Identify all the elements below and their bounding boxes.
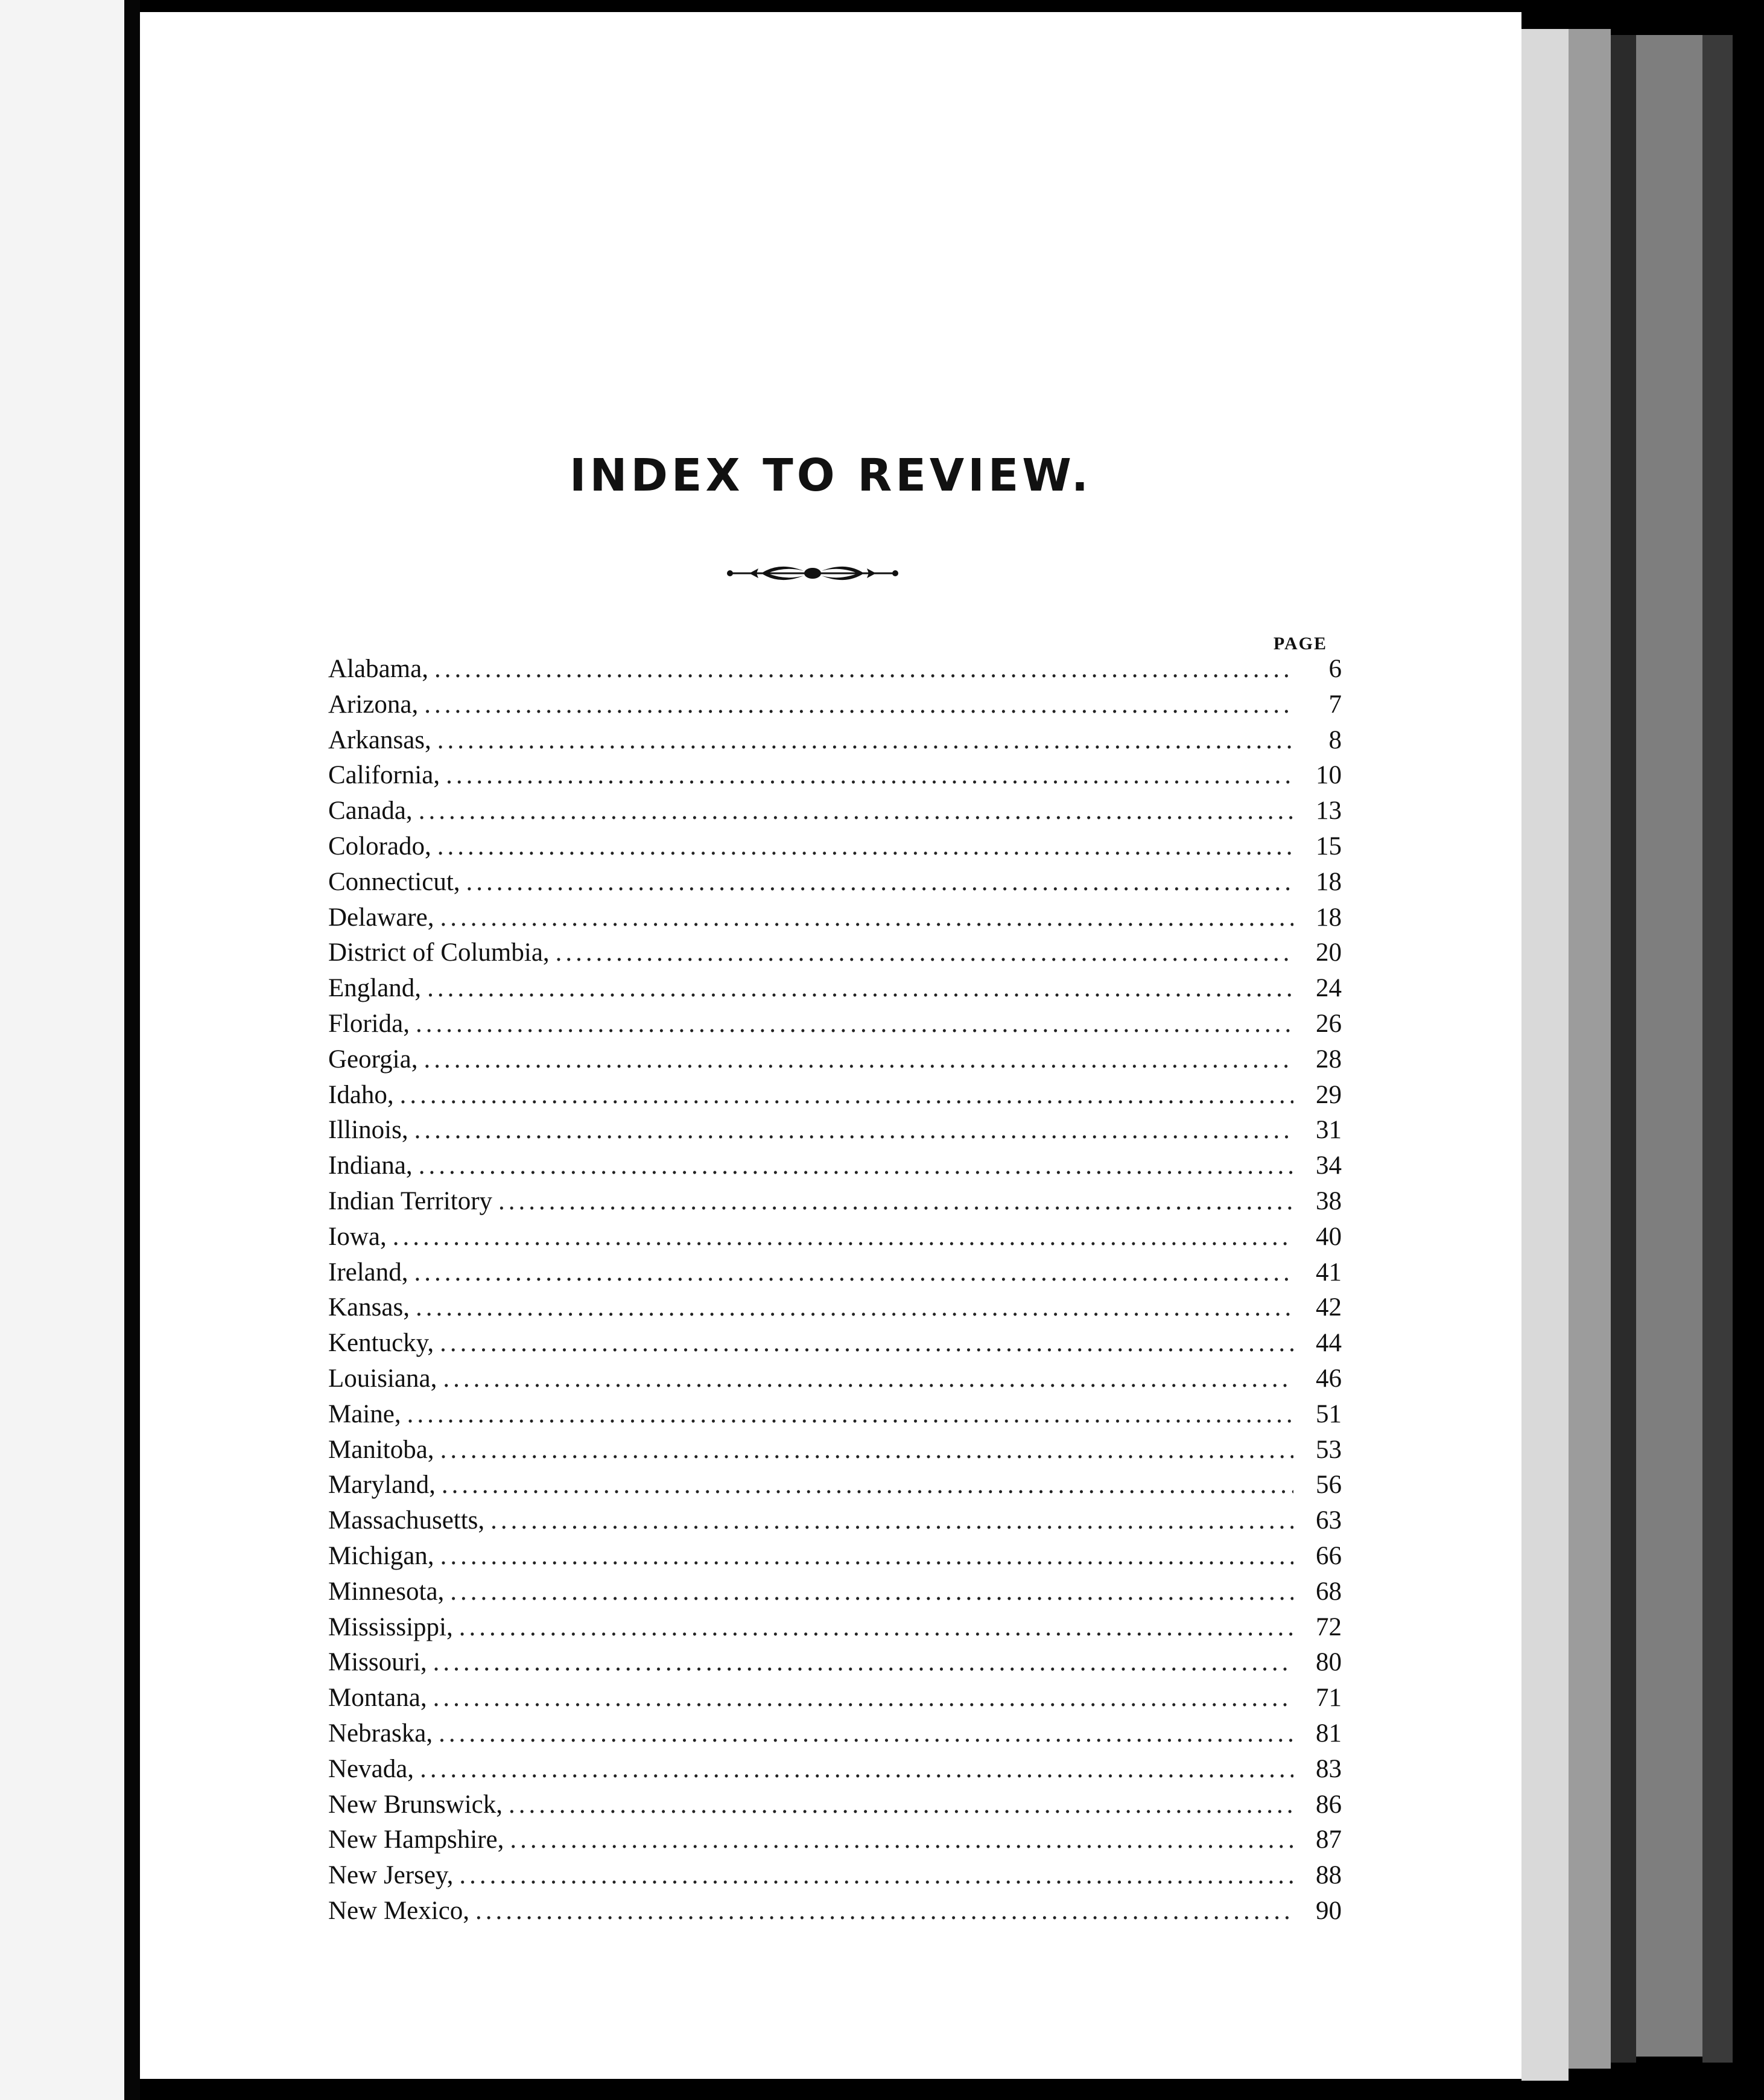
dot-leader (433, 1645, 1293, 1681)
index-entry (328, 1078, 1342, 1113)
dot-leader (440, 1433, 1293, 1468)
index-entry (328, 1220, 1342, 1255)
dot-leader (446, 758, 1293, 794)
index-entry (328, 1184, 1342, 1220)
entry-page-number: 71 (1316, 1684, 1342, 1713)
entry-name: Manitoba, (328, 1435, 434, 1464)
entry-name: Arkansas, (328, 725, 431, 754)
entry-name: New Hampshire, (328, 1825, 504, 1854)
entry-page-number: 56 (1316, 1471, 1342, 1500)
dot-leader (440, 1539, 1293, 1574)
index-entry (328, 1361, 1342, 1397)
entry-page-number: 90 (1316, 1896, 1342, 1925)
entry-page-number: 53 (1316, 1435, 1342, 1464)
index-entry (328, 1539, 1342, 1574)
entry-page-number: 7 (1328, 690, 1342, 719)
dot-leader (556, 935, 1293, 971)
index-entry (328, 652, 1342, 687)
dot-leader (414, 1255, 1293, 1291)
cover-board (1636, 35, 1702, 2057)
entry-name: Indian Territory (328, 1186, 493, 1215)
entry-page-number: 44 (1316, 1329, 1342, 1358)
index-entry (328, 794, 1342, 829)
index-entry (328, 1148, 1342, 1184)
entry-name: New Mexico, (328, 1896, 470, 1925)
index-entry (328, 1610, 1342, 1646)
dot-leader (443, 1361, 1293, 1397)
entry-page-number: 24 (1316, 974, 1342, 1003)
entry-name: Iowa, (328, 1222, 387, 1251)
entry-name: New Jersey, (328, 1861, 454, 1890)
cover-spine (1702, 35, 1733, 2063)
dot-leader (498, 1184, 1293, 1220)
page-edges (1521, 29, 1569, 2081)
entry-page-number: 13 (1316, 797, 1342, 826)
index-entry (328, 1290, 1342, 1326)
index-entry (328, 1433, 1342, 1468)
entry-page-number: 15 (1316, 832, 1342, 861)
entry-page-number: 68 (1316, 1577, 1342, 1606)
index-entry (328, 1007, 1342, 1042)
entry-name: Alabama, (328, 655, 428, 683)
dot-leader (459, 1858, 1293, 1894)
index-entry (328, 1681, 1342, 1716)
facing-page-edge (0, 0, 133, 2100)
entry-page-number: 80 (1316, 1648, 1342, 1677)
entry-name: Montana, (328, 1684, 427, 1713)
entry-page-number: 41 (1316, 1258, 1342, 1287)
entry-name: Maryland, (328, 1471, 436, 1500)
dot-leader (459, 1610, 1293, 1646)
index-entry (328, 1787, 1342, 1823)
entry-page-number: 72 (1316, 1612, 1342, 1641)
entry-name: Massachusetts, (328, 1506, 485, 1535)
entry-page-number: 18 (1316, 903, 1342, 932)
index-entry (328, 1255, 1342, 1291)
dot-leader (433, 1681, 1293, 1716)
page-column-label: PAGE (1273, 634, 1327, 654)
dot-leader (424, 1042, 1293, 1078)
entry-page-number: 87 (1316, 1825, 1342, 1854)
dot-leader (424, 687, 1293, 723)
dot-leader (490, 1503, 1293, 1539)
dot-leader (414, 1113, 1293, 1148)
entry-name: Missouri, (328, 1648, 427, 1677)
entry-name: Mississippi, (328, 1612, 453, 1641)
index-list (328, 652, 1342, 1929)
entry-page-number: 10 (1316, 761, 1342, 790)
cover-edge (1611, 35, 1636, 2063)
entry-page-number: 88 (1316, 1861, 1342, 1890)
dot-leader (416, 1290, 1293, 1326)
dot-leader (437, 829, 1293, 865)
index-entry (328, 1645, 1342, 1681)
entry-name: Kentucky, (328, 1329, 434, 1358)
index-entry (328, 723, 1342, 759)
entry-page-number: 28 (1316, 1045, 1342, 1074)
entry-page-number: 18 (1316, 867, 1342, 896)
dot-leader (439, 1716, 1293, 1752)
entry-name: Minnesota, (328, 1577, 445, 1606)
entry-page-number: 63 (1316, 1506, 1342, 1535)
entry-name: Canada, (328, 797, 413, 826)
index-entry (328, 1894, 1342, 1929)
entry-page-number: 40 (1316, 1222, 1342, 1251)
entry-name: Connecticut, (328, 867, 460, 896)
entry-name: Louisiana, (328, 1364, 437, 1393)
entry-page-number: 42 (1316, 1293, 1342, 1322)
dot-leader (510, 1822, 1293, 1858)
dot-leader (437, 723, 1293, 759)
entry-page-number: 83 (1316, 1754, 1342, 1783)
entry-name: Illinois, (328, 1116, 408, 1145)
entry-page-number: 29 (1316, 1080, 1342, 1109)
entry-name: England, (328, 974, 422, 1003)
entry-name: Georgia, (328, 1045, 418, 1074)
entry-page-number: 26 (1316, 1009, 1342, 1038)
entry-name: Delaware, (328, 903, 434, 932)
index-entry (328, 1503, 1342, 1539)
page-edges-shadow (1569, 29, 1611, 2069)
dot-leader (466, 865, 1293, 900)
index-entry (328, 1716, 1342, 1752)
entry-name: Idaho, (328, 1080, 394, 1109)
entry-name: Kansas, (328, 1293, 410, 1322)
entry-page-number: 6 (1328, 655, 1342, 683)
dot-leader (400, 1078, 1293, 1113)
entry-name: Ireland, (328, 1258, 408, 1287)
index-entry (328, 1752, 1342, 1787)
index-entry (328, 1113, 1342, 1148)
entry-page-number: 31 (1316, 1116, 1342, 1145)
ornament-divider-icon (725, 555, 900, 591)
entry-name: Nevada, (328, 1754, 414, 1783)
index-entry (328, 865, 1342, 900)
dot-leader (419, 1148, 1293, 1184)
dot-leader (427, 971, 1293, 1007)
dot-leader (416, 1007, 1293, 1042)
index-entry (328, 1468, 1342, 1503)
book-gutter (124, 0, 140, 2100)
index-entry (328, 935, 1342, 971)
dot-leader (419, 794, 1293, 829)
entry-name: District of Columbia, (328, 938, 550, 967)
page-title: INDEX TO REVIEW. (569, 450, 1092, 501)
index-entry (328, 1397, 1342, 1433)
entry-page-number: 8 (1328, 725, 1342, 754)
entry-page-number: 86 (1316, 1790, 1342, 1819)
dot-leader (509, 1787, 1293, 1823)
entry-page-number: 51 (1316, 1399, 1342, 1428)
entry-name: California, (328, 761, 440, 790)
dot-leader (475, 1894, 1293, 1929)
dot-leader (420, 1752, 1293, 1787)
index-entry (328, 1822, 1342, 1858)
index-entry (328, 829, 1342, 865)
index-entry (328, 1042, 1342, 1078)
entry-page-number: 46 (1316, 1364, 1342, 1393)
index-entry (328, 971, 1342, 1007)
entry-name: Indiana, (328, 1151, 413, 1180)
index-entry (328, 687, 1342, 723)
dot-leader (440, 900, 1293, 936)
entry-name: Michigan, (328, 1541, 434, 1570)
dot-leader (434, 652, 1293, 687)
entry-page-number: 38 (1316, 1186, 1342, 1215)
dot-leader (442, 1468, 1293, 1503)
dot-leader (440, 1326, 1293, 1361)
entry-page-number: 34 (1316, 1151, 1342, 1180)
entry-page-number: 20 (1316, 938, 1342, 967)
index-entry (328, 1574, 1342, 1610)
entry-name: Nebraska, (328, 1719, 433, 1748)
index-entry (328, 758, 1342, 794)
index-entry (328, 1858, 1342, 1894)
dot-leader (407, 1397, 1293, 1433)
entry-name: New Brunswick, (328, 1790, 503, 1819)
dot-leader (393, 1220, 1293, 1255)
index-entry (328, 900, 1342, 936)
index-entry (328, 1326, 1342, 1361)
entry-name: Maine, (328, 1399, 401, 1428)
entry-page-number: 81 (1316, 1719, 1342, 1748)
entry-name: Colorado, (328, 832, 431, 861)
dot-leader (450, 1574, 1293, 1610)
entry-name: Arizona, (328, 690, 419, 719)
index-page (140, 12, 1521, 2079)
entry-page-number: 66 (1316, 1541, 1342, 1570)
entry-name: Florida, (328, 1009, 410, 1038)
